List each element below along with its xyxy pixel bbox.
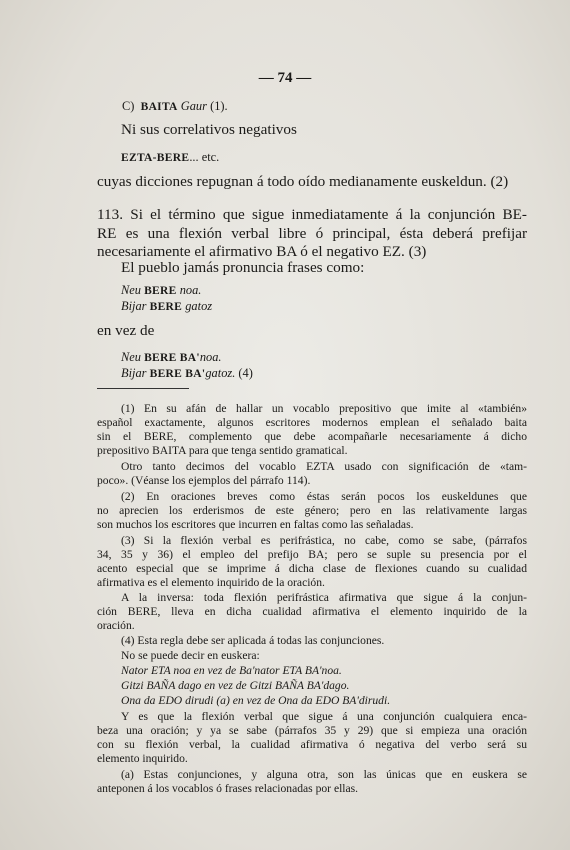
note-line: (3) Si la flexión verbal es perifrástica, no cabe, como se sabe, (párrafos [121,534,527,547]
page-number: — 74 — [258,70,312,86]
note-line: con su flexión verbal, la cualidad afirmativa ó negativa del verbo será su [97,738,527,751]
example-1: Neu BERE noa. [121,283,202,297]
note-line: Nator ETA noa en vez de Ba'nator ETA BA'noa. [121,664,342,677]
line-ezta: EZTA-BERE... etc. [121,150,220,164]
line-c: C) BAITA Gaur (1). [122,99,228,113]
note-line: Gitzi BAÑA dago en vez de Gitzi BAÑA BA'dago. [121,679,350,692]
para-113-line-1: 113. Si el término que sigue inmediatamente á la conjunción BE- [97,206,527,223]
note-line: A la inversa: toda flexión perifrástica afirmativa que sigue á la conjun- [121,591,527,604]
footnote-rule [97,388,189,389]
note-line: ción BERE, lleva en dicha cualidad afirmativa el elemento inquirido de la [97,605,527,618]
note-line: poco». (Véanse los ejemplos del párrafo 114). [97,474,311,487]
note-line: sin el BERE, complemento que debe acompañarle necesariamente á dicho [97,430,527,443]
note-line: no aprecien los erderismos de este género; pero en las relativamente largas [97,504,527,517]
para-113-line-3: necesariamente el afirmativo BA ó el negativo EZ. (3) [97,243,427,260]
note-line: oración. [97,619,135,632]
note-line: (4) Esta regla debe ser aplicada á todas las conjunciones. [121,634,385,647]
line-pueblo: El pueblo jamás pronuncia frases como: [121,259,365,276]
note-line: Otro tanto decimos del vocablo EZTA usado con significación de «tam- [121,460,527,473]
example-3: Neu BERE BA'noa. [121,350,222,364]
line-cuyas: cuyas dicciones repugnan á todo oído medianamente euskeldun. (2) [97,173,509,190]
para-113-line-2: RE es una flexión verbal libre ó principal, ésta deberá prefijar [97,225,527,242]
note-line: anteponen á los vocablos ó frases relacionadas por ellas. [97,782,359,795]
note-line: (2) En oraciones breves como éstas serán pocos los euskeldunes que [121,490,527,503]
note-line: (1) En su afán de hallar un vocablo prepositivo que imite al «también» [121,402,527,415]
note-line: (a) Estas conjunciones, y alguna otra, son las únicas que en euskera se [121,768,527,781]
note-line: prepositivo BAITA para que tenga sentido gramatical. [97,444,348,457]
example-4: Bijar BERE BA'gatoz. (4) [121,366,253,380]
note-line: beza una oración; y ya se sabe (párrafos 35 y 29) que si empieza una oración [97,724,527,737]
note-line: Y es que la flexión verbal que sigue á una conjunción cualquiera enca- [121,710,527,723]
note-line: acento especial que se imprime á dicha clase de flexiones cuando su cualidad [97,562,527,575]
line-en-vez-de: en vez de [97,322,155,339]
example-2: Bijar BERE gatoz [121,299,213,313]
note-line: español exactamente, algunos escritores modernos emplean el señalado baita [97,416,527,429]
line-ni: Ni sus correlativos negativos [121,121,297,138]
note-line: No se puede decir en euskera: [121,649,260,662]
note-line: 34, 35 y 36) el empleo del prefijo BA; pero se suple su presencia por el [97,548,527,561]
note-line: Ona da EDO dirudi (a) en vez de Ona da EDO BA'dirudi. [121,694,391,707]
note-line: afirmativa es el elemento inquirido de la oración. [97,576,325,589]
note-line: son muchos los escritores que incurren en faltas como las señaladas. [97,518,414,531]
note-line: elemento inquirido. [97,752,188,765]
